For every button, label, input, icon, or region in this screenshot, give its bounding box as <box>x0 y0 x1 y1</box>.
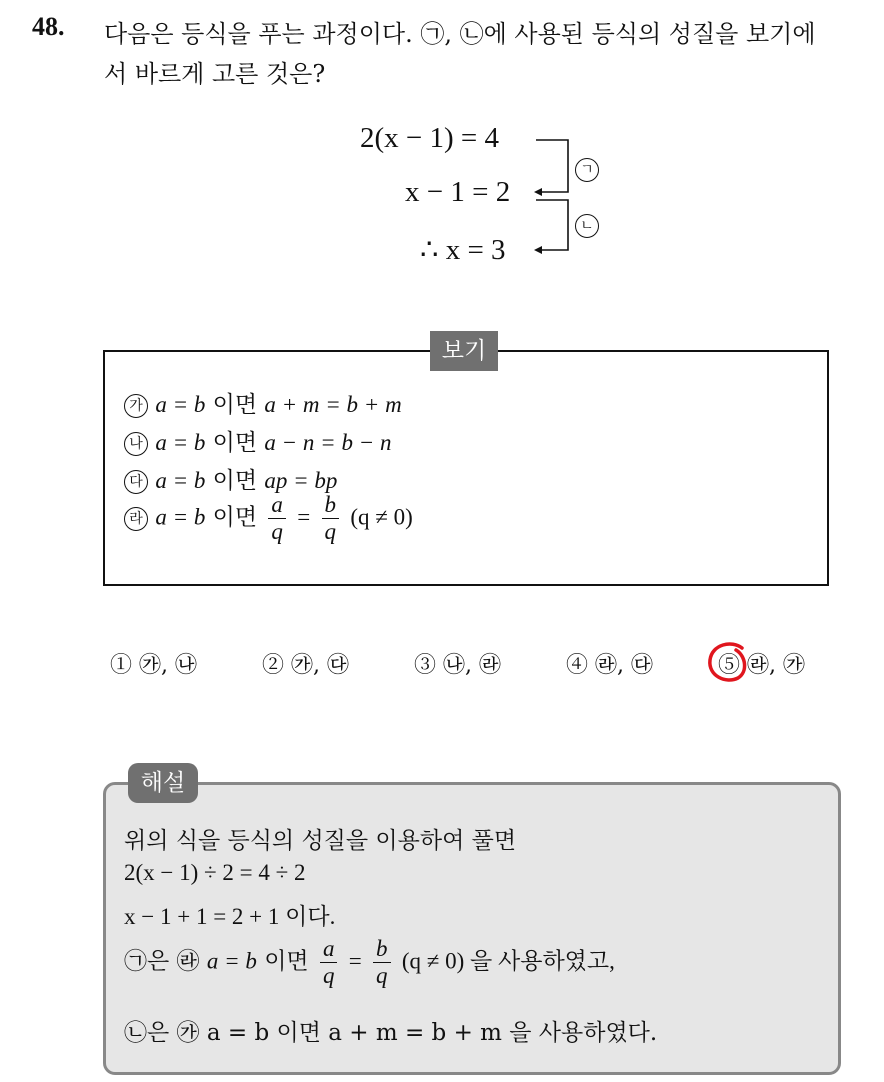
mark-giyeok: ㄱ <box>575 158 599 182</box>
mark-nieun: ㄴ <box>575 214 599 238</box>
solution-line2: 2(x − 1) ÷ 2 = 4 ÷ 2 <box>124 860 306 885</box>
question-text-line1: 다음은 등식을 푸는 과정이다. ㉠, ㉡에 사용된 등식의 성질을 보기에 <box>104 20 816 48</box>
bogi-item-na: 나 a = b 이면 a − n = b − n <box>124 424 391 457</box>
choice-2[interactable]: ② ㉮, ㉰ <box>262 653 350 678</box>
equation-3: ∴ x = 3 <box>420 234 506 266</box>
solution-line1: 위의 식을 등식의 성질을 이용하여 풀면 <box>124 828 517 854</box>
bogi-item-da: 다 a = b 이면 ap = bp <box>124 462 337 495</box>
equation-2: x − 1 = 2 <box>405 176 511 208</box>
mark-da: 다 <box>124 470 148 494</box>
mark-na: 나 <box>124 432 148 456</box>
choice-1[interactable]: ① ㉮, ㉯ <box>110 653 198 678</box>
solution-fraction-b-over-q: $\frac{b}{q}$ <box>373 936 391 989</box>
solution-line4: ㉠은 ㉱ a = b 이면 $\frac{a}{q}$ = $\frac{b}{q}$ (q ≠ 0) 을 사용하였고, <box>124 936 615 988</box>
answer-circle-mark <box>702 638 752 688</box>
solution-line3: x − 1 + 1 = 2 + 1 이다. <box>124 904 336 929</box>
derivation-arrows <box>530 128 610 258</box>
bogi-label: 보기 <box>430 331 498 371</box>
question-number: 48. <box>32 12 65 41</box>
bogi-item-ga: 가 a = b 이면 a + m = b + m <box>124 386 402 419</box>
solution-label: 해설 <box>128 763 198 803</box>
mark-ra: 라 <box>124 507 148 531</box>
choice-3[interactable]: ③ ㉯, ㉱ <box>414 653 502 678</box>
fraction-b-over-q: $\frac{b}{q}$ <box>322 492 340 545</box>
choice-4[interactable]: ④ ㉱, ㉰ <box>566 653 654 678</box>
bogi-item-ra: 라 a = b 이면 $\frac{a}{q}$ = $\frac{b}{q}$ (q ≠ 0) <box>124 492 413 545</box>
question-text-line2: 서 바르게 고른 것은? <box>104 60 326 88</box>
solution-fraction-a-over-q: $\frac{a}{q}$ <box>320 936 338 989</box>
equation-1: 2(x − 1) = 4 <box>360 122 500 154</box>
choice-5[interactable]: ⑤ ㉱, ㉮ <box>718 653 806 678</box>
fraction-a-over-q: $\frac{a}{q}$ <box>268 492 286 545</box>
mark-ga: 가 <box>124 394 148 418</box>
solution-line5: ㉡은 ㉮ a = b 이면 a + m = b + m 을 사용하였다. <box>124 1020 658 1046</box>
